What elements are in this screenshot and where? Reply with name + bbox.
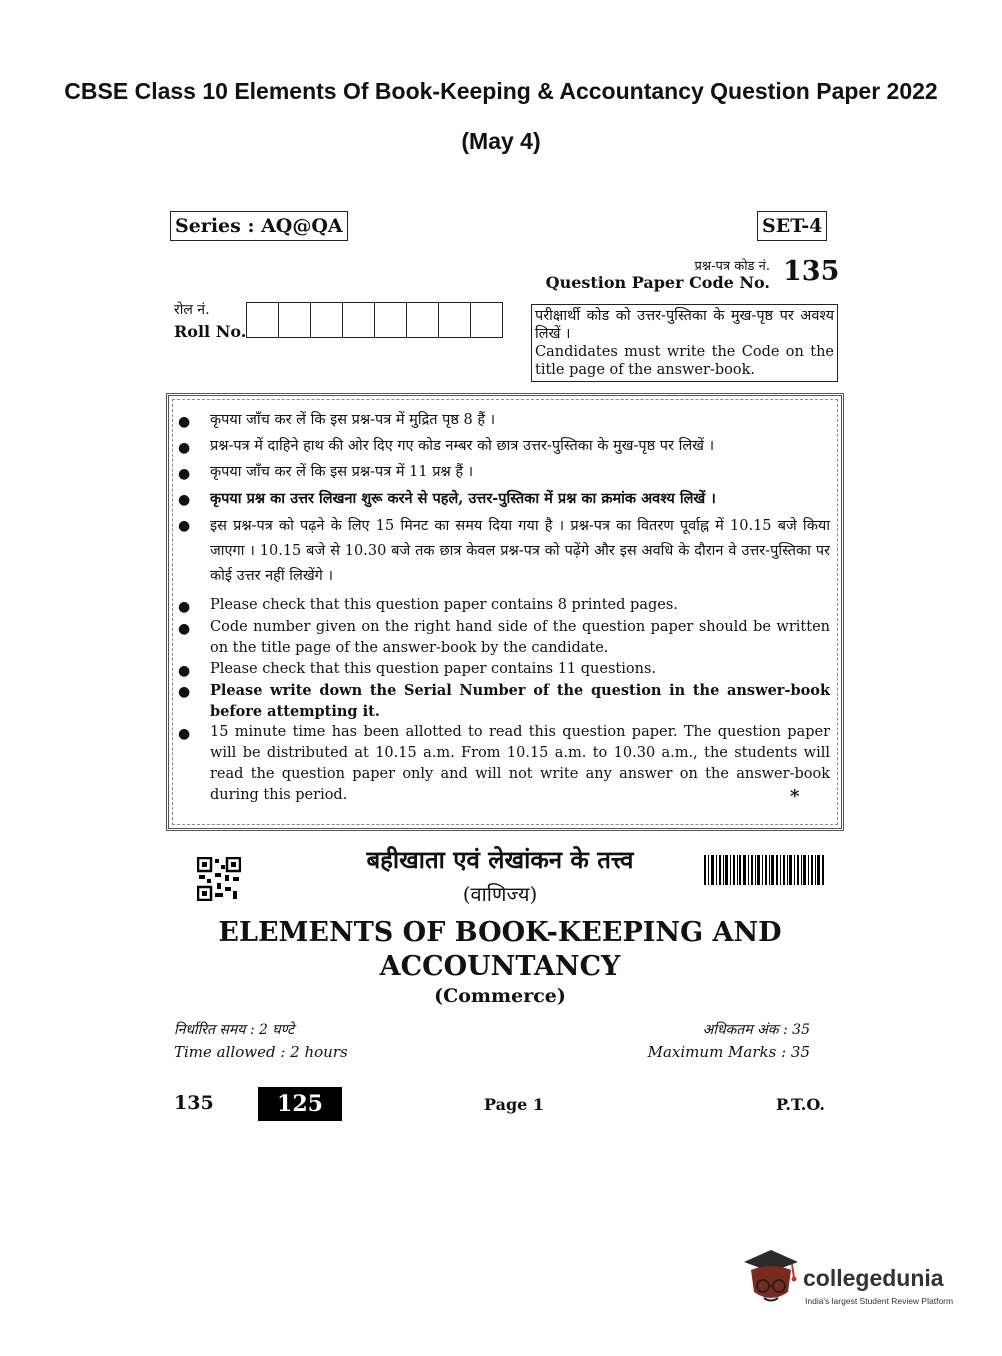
subject-title: ELEMENTS OF BOOK-KEEPING AND ACCOUNTANCY xyxy=(218,917,782,982)
bullet: ● xyxy=(178,726,191,742)
candidate-note-box xyxy=(531,304,838,382)
roll-label: Roll No. xyxy=(174,322,247,341)
instruction-hi-5: इस प्रश्न-पत्र को पढ़ने के लिए 15 मिनट का समय दिया गया है । प्रश्न-पत्र का वितरण पूर्वाह्न में 10.15 बजे किया जाएगा । 10.15 बजे से 10.30 बजे तक छात्र केवल प्रश्न-पत्र को पढ़ेंगे और इस अवधि के दौरान वे उत्तर-पुस्तिका पर कोई उत्तर नहीं लिखेंगे । xyxy=(210,518,830,584)
instruction-hi-3: कृपया जाँच कर लें कि इस प्रश्न-पत्र में 11 प्रश्न हैं । xyxy=(210,464,474,480)
instruction-hi-4: कृपया प्रश्न का उत्तर लिखना शुरू करने से पहले, उत्तर-पुस्तिका में प्रश्न का क्रमांक अवश्य लिखें । xyxy=(210,490,716,507)
qp-code-label: Question Paper Code No. xyxy=(545,273,770,292)
brand-tagline: India's largest Student Review Platform xyxy=(805,1296,954,1306)
qp-code-number: 135 xyxy=(783,256,840,287)
max-marks: Maximum Marks : 35 xyxy=(647,1043,810,1061)
bullet: ● xyxy=(178,684,191,700)
footer-code: 135 xyxy=(174,1092,214,1114)
bullet: ● xyxy=(178,414,191,430)
roll-box xyxy=(311,302,343,338)
instruction-hi-1: कृपया जाँच कर लें कि इस प्रश्न-पत्र में मुद्रित पृष्ठ 8 हैं । xyxy=(210,412,496,428)
instruction-hi-2: प्रश्न-पत्र में दाहिने हाथ की ओर दिए गए कोड नम्बर को छात्र उत्तर-पुस्तिका के मुख-पृष्ठ पर लिखें । xyxy=(210,438,715,454)
pto-label: P.T.O. xyxy=(776,1095,825,1114)
bullet: ● xyxy=(178,518,191,534)
bullet: ● xyxy=(178,663,191,679)
instruction-en-3: Please check that this question paper contains 11 questions. xyxy=(210,661,656,677)
document-subtitle: (May 4) xyxy=(461,128,541,154)
roll-box xyxy=(471,302,503,338)
roll-box xyxy=(279,302,311,338)
page-number: Page 1 xyxy=(484,1095,545,1114)
candidate-note-hindi: परीक्षार्थी कोड को उत्तर-पुस्तिका के मुख-पृष्ठ पर अवश्य लिखें । xyxy=(535,308,834,342)
roll-label-hindi: रोल नं. xyxy=(174,302,210,318)
bullet: ● xyxy=(178,440,191,456)
instruction-en-5: 15 minute time has been allotted to read this question paper. The question paper will be distributed at 10.15 a.m. From 10.15 a.m. to 10.30 a.m., the students will read the question paper only and will not write any answer on the answer-book during this period. xyxy=(210,724,830,803)
bullet: ● xyxy=(178,492,191,508)
qp-code-label-hindi: प्रश्न-पत्र कोड नं. xyxy=(694,259,770,274)
instruction-en-4: Please write down the Serial Number of the question in the answer-book before attempting it. xyxy=(210,682,830,720)
roll-box xyxy=(247,302,279,338)
series-label: Series : AQ@QA xyxy=(170,211,348,241)
barcode-icon xyxy=(704,855,826,885)
bullet: ● xyxy=(178,599,191,615)
max-marks-hindi: अधिकतम अंक : 35 xyxy=(702,1022,810,1038)
roll-box xyxy=(343,302,375,338)
set-label: SET-4 xyxy=(757,211,827,241)
roll-box xyxy=(439,302,471,338)
bullet: ● xyxy=(178,466,191,482)
collegedunia-mascot-icon xyxy=(742,1248,800,1308)
subject-stream: (Commerce) xyxy=(434,985,566,1007)
roll-number-boxes xyxy=(246,302,503,338)
roll-box xyxy=(407,302,439,338)
candidate-note-english: Candidates must write the Code on the title page of the answer-book. xyxy=(535,344,834,378)
time-allowed-hindi: निर्धारित समय : 2 घण्टे xyxy=(174,1022,295,1038)
brand-name: collegedunia xyxy=(803,1265,944,1291)
roll-box xyxy=(375,302,407,338)
document-title: CBSE Class 10 Elements Of Book-Keeping & Accountancy Question Paper 2022 xyxy=(64,78,938,104)
qr-code-icon xyxy=(197,857,241,901)
subject-title-hindi: बहीखाता एवं लेखांकन के तत्त्व xyxy=(366,845,634,874)
star-mark: * xyxy=(790,786,800,807)
subject-stream-hindi: (वाणिज्य) xyxy=(462,882,538,906)
footer-badge: 125 xyxy=(258,1087,342,1121)
time-allowed: Time allowed : 2 hours xyxy=(174,1043,348,1061)
bullet: ● xyxy=(178,621,191,637)
instruction-en-2: Code number given on the right hand side of the question paper should be written on the title page of the answer-book by the candidate. xyxy=(210,619,830,656)
instruction-en-1: Please check that this question paper contains 8 printed pages. xyxy=(210,597,678,613)
